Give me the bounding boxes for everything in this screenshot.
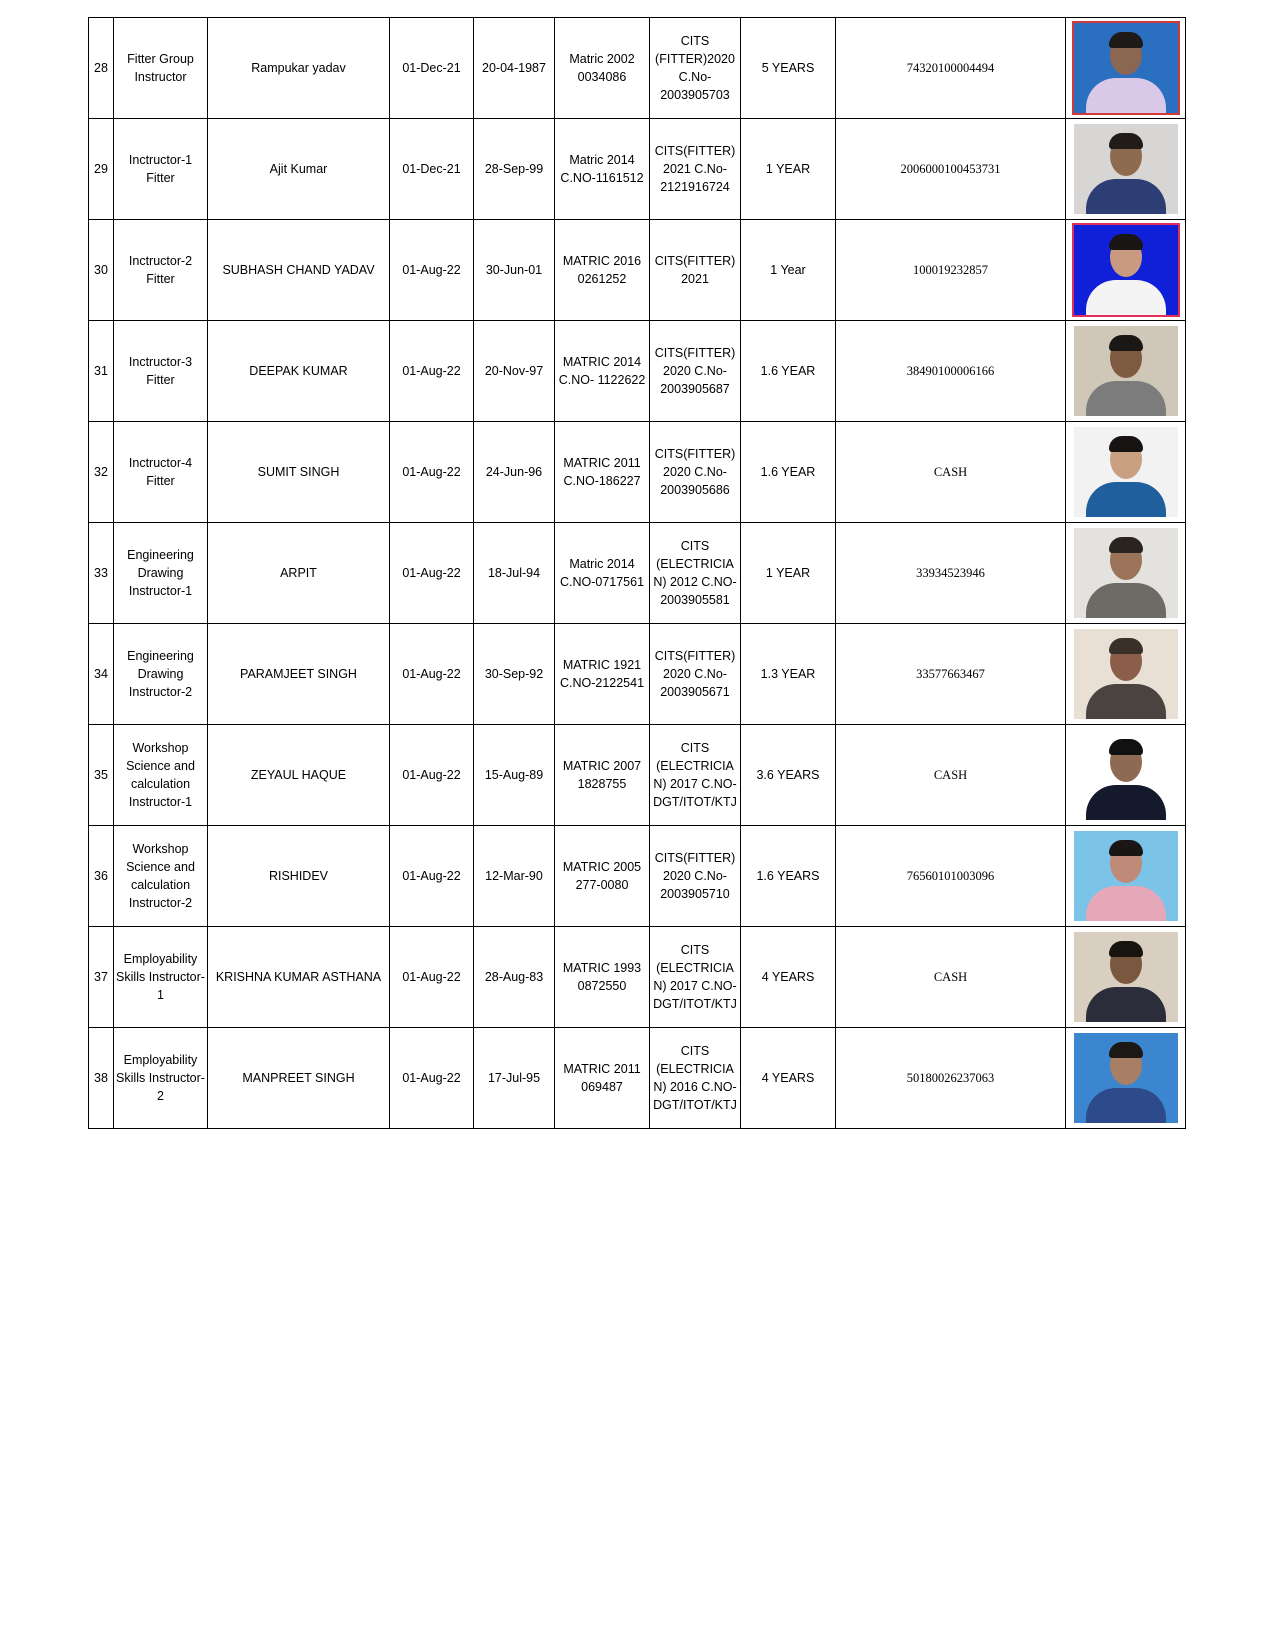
table-row [89, 624, 1186, 725]
staff-photo [1074, 23, 1178, 113]
serial-number-cell: 28 [89, 18, 114, 119]
experience-cell: 4 YEARS [741, 1028, 836, 1129]
photo-cell [1066, 523, 1186, 624]
serial-number-cell: 32 [89, 422, 114, 523]
post-cell: Workshop Science and calculation Instructor-1 [114, 725, 208, 826]
staff-photo [1074, 932, 1178, 1022]
experience-cell: 1.3 YEAR [741, 624, 836, 725]
matric-cell: Matric 2014 C.NO-0717561 [555, 523, 650, 624]
post-cell: Engineering Drawing Instructor-2 [114, 624, 208, 725]
serial-number-cell: 29 [89, 119, 114, 220]
photo-cell [1066, 220, 1186, 321]
experience-cell: 1 Year [741, 220, 836, 321]
staff-photo [1074, 730, 1178, 820]
name-cell: SUMIT SINGH [208, 422, 390, 523]
cits-cell: CITS (ELECTRICIAN) 2016 C.NO-DGT/ITOT/KTJ [650, 1028, 741, 1129]
account-number-cell: 100019232857 [836, 220, 1066, 321]
matric-cell: MATRIC 2011 C.NO-186227 [555, 422, 650, 523]
account-number-cell: 33577663467 [836, 624, 1066, 725]
photo-body-shape [1086, 987, 1166, 1022]
photo-hair-shape [1109, 436, 1143, 452]
experience-cell: 1.6 YEAR [741, 321, 836, 422]
experience-cell: 3.6 YEARS [741, 725, 836, 826]
photo-hair-shape [1109, 739, 1143, 755]
cits-cell: CITS (ELECTRICIAN) 2017 C.NO-DGT/ITOT/KTJ [650, 725, 741, 826]
name-cell: ARPIT [208, 523, 390, 624]
post-cell: Inctructor-3 Fitter [114, 321, 208, 422]
dob-cell: 15-Aug-89 [474, 725, 555, 826]
table-row [89, 523, 1186, 624]
experience-cell: 4 YEARS [741, 927, 836, 1028]
name-cell: ZEYAUL HAQUE [208, 725, 390, 826]
dob-cell: 28-Sep-99 [474, 119, 555, 220]
account-number-cell: CASH [836, 422, 1066, 523]
staff-table-body [89, 18, 1186, 1129]
cits-cell: CITS(FITTER) 2021 [650, 220, 741, 321]
staff-table-sheet [88, 17, 1185, 1129]
photo-body-shape [1086, 1088, 1166, 1123]
joining-date-cell: 01-Aug-22 [390, 220, 474, 321]
serial-number-cell: 30 [89, 220, 114, 321]
name-cell: PARAMJEET SINGH [208, 624, 390, 725]
staff-photo [1074, 528, 1178, 618]
joining-date-cell: 01-Aug-22 [390, 927, 474, 1028]
serial-number-cell: 37 [89, 927, 114, 1028]
photo-cell [1066, 725, 1186, 826]
joining-date-cell: 01-Aug-22 [390, 321, 474, 422]
dob-cell: 12-Mar-90 [474, 826, 555, 927]
photo-cell [1066, 1028, 1186, 1129]
photo-cell [1066, 321, 1186, 422]
matric-cell: MATRIC 2005 277-0080 [555, 826, 650, 927]
post-cell: Inctructor-2 Fitter [114, 220, 208, 321]
photo-body-shape [1086, 583, 1166, 618]
account-number-cell: CASH [836, 725, 1066, 826]
name-cell: MANPREET SINGH [208, 1028, 390, 1129]
table-row [89, 927, 1186, 1028]
cits-cell: CITS(FITTER) 2021 C.No-2121916724 [650, 119, 741, 220]
photo-hair-shape [1109, 840, 1143, 856]
matric-cell: MATRIC 2007 1828755 [555, 725, 650, 826]
cits-cell: CITS (ELECTRICIAN) 2012 C.NO-2003905581 [650, 523, 741, 624]
photo-cell [1066, 927, 1186, 1028]
post-cell: Inctructor-1 Fitter [114, 119, 208, 220]
serial-number-cell: 31 [89, 321, 114, 422]
matric-cell: Matric 2002 0034086 [555, 18, 650, 119]
account-number-cell: 50180026237063 [836, 1028, 1066, 1129]
name-cell: RISHIDEV [208, 826, 390, 927]
staff-photo [1074, 225, 1178, 315]
photo-cell [1066, 422, 1186, 523]
staff-photo [1074, 629, 1178, 719]
photo-hair-shape [1109, 638, 1143, 654]
photo-body-shape [1086, 886, 1166, 921]
photo-cell [1066, 624, 1186, 725]
photo-body-shape [1086, 179, 1166, 214]
photo-hair-shape [1109, 941, 1143, 957]
photo-body-shape [1086, 280, 1166, 315]
account-number-cell: 76560101003096 [836, 826, 1066, 927]
dob-cell: 18-Jul-94 [474, 523, 555, 624]
serial-number-cell: 35 [89, 725, 114, 826]
photo-cell [1066, 119, 1186, 220]
dob-cell: 30-Jun-01 [474, 220, 555, 321]
photo-hair-shape [1109, 133, 1143, 149]
table-row [89, 826, 1186, 927]
staff-table [88, 17, 1186, 1129]
table-row [89, 119, 1186, 220]
dob-cell: 17-Jul-95 [474, 1028, 555, 1129]
experience-cell: 1.6 YEARS [741, 826, 836, 927]
serial-number-cell: 34 [89, 624, 114, 725]
photo-body-shape [1086, 684, 1166, 719]
table-row [89, 725, 1186, 826]
joining-date-cell: 01-Aug-22 [390, 422, 474, 523]
table-row [89, 1028, 1186, 1129]
photo-body-shape [1086, 482, 1166, 517]
photo-cell [1066, 18, 1186, 119]
staff-photo [1074, 1033, 1178, 1123]
joining-date-cell: 01-Aug-22 [390, 826, 474, 927]
cits-cell: CITS(FITTER) 2020 C.No-2003905710 [650, 826, 741, 927]
dob-cell: 20-04-1987 [474, 18, 555, 119]
photo-hair-shape [1109, 537, 1143, 553]
name-cell: Rampukar yadav [208, 18, 390, 119]
photo-cell [1066, 826, 1186, 927]
staff-photo [1074, 326, 1178, 416]
post-cell: Engineering Drawing Instructor-1 [114, 523, 208, 624]
joining-date-cell: 01-Dec-21 [390, 119, 474, 220]
photo-body-shape [1086, 381, 1166, 416]
serial-number-cell: 38 [89, 1028, 114, 1129]
serial-number-cell: 33 [89, 523, 114, 624]
joining-date-cell: 01-Aug-22 [390, 725, 474, 826]
joining-date-cell: 01-Dec-21 [390, 18, 474, 119]
photo-body-shape [1086, 785, 1166, 820]
cits-cell: CITS (FITTER)2020 C.No-2003905703 [650, 18, 741, 119]
staff-photo [1074, 427, 1178, 517]
account-number-cell: 38490100006166 [836, 321, 1066, 422]
post-cell: Employability Skills Instructor-2 [114, 1028, 208, 1129]
name-cell: Ajit Kumar [208, 119, 390, 220]
joining-date-cell: 01-Aug-22 [390, 523, 474, 624]
photo-body-shape [1086, 78, 1166, 113]
table-row [89, 18, 1186, 119]
photo-hair-shape [1109, 335, 1143, 351]
experience-cell: 1 YEAR [741, 523, 836, 624]
post-cell: Employability Skills Instructor-1 [114, 927, 208, 1028]
serial-number-cell: 36 [89, 826, 114, 927]
dob-cell: 30-Sep-92 [474, 624, 555, 725]
post-cell: Fitter Group Instructor [114, 18, 208, 119]
dob-cell: 20-Nov-97 [474, 321, 555, 422]
cits-cell: CITS(FITTER) 2020 C.No-2003905686 [650, 422, 741, 523]
table-row [89, 220, 1186, 321]
experience-cell: 1 YEAR [741, 119, 836, 220]
matric-cell: MATRIC 1993 0872550 [555, 927, 650, 1028]
photo-hair-shape [1109, 1042, 1143, 1058]
table-row [89, 422, 1186, 523]
joining-date-cell: 01-Aug-22 [390, 1028, 474, 1129]
post-cell: Workshop Science and calculation Instructor-2 [114, 826, 208, 927]
matric-cell: MATRIC 1921 C.NO-2122541 [555, 624, 650, 725]
cits-cell: CITS(FITTER)2020 C.No-2003905687 [650, 321, 741, 422]
photo-hair-shape [1109, 32, 1143, 48]
staff-photo [1074, 124, 1178, 214]
account-number-cell: 33934523946 [836, 523, 1066, 624]
account-number-cell: 74320100004494 [836, 18, 1066, 119]
name-cell: DEEPAK KUMAR [208, 321, 390, 422]
matric-cell: MATRIC 2016 0261252 [555, 220, 650, 321]
table-row [89, 321, 1186, 422]
post-cell: Inctructor-4 Fitter [114, 422, 208, 523]
joining-date-cell: 01-Aug-22 [390, 624, 474, 725]
matric-cell: MATRIC 2011 069487 [555, 1028, 650, 1129]
matric-cell: Matric 2014 C.NO-1161512 [555, 119, 650, 220]
matric-cell: MATRIC 2014 C.NO- 1122622 [555, 321, 650, 422]
cits-cell: CITS (ELECTRICIAN) 2017 C.NO-DGT/ITOT/KTJ [650, 927, 741, 1028]
staff-photo [1074, 831, 1178, 921]
experience-cell: 5 YEARS [741, 18, 836, 119]
cits-cell: CITS(FITTER) 2020 C.No-2003905671 [650, 624, 741, 725]
dob-cell: 28-Aug-83 [474, 927, 555, 1028]
name-cell: SUBHASH CHAND YADAV [208, 220, 390, 321]
name-cell: KRISHNA KUMAR ASTHANA [208, 927, 390, 1028]
dob-cell: 24-Jun-96 [474, 422, 555, 523]
photo-hair-shape [1109, 234, 1143, 250]
account-number-cell: 2006000100453731 [836, 119, 1066, 220]
account-number-cell: CASH [836, 927, 1066, 1028]
experience-cell: 1.6 YEAR [741, 422, 836, 523]
